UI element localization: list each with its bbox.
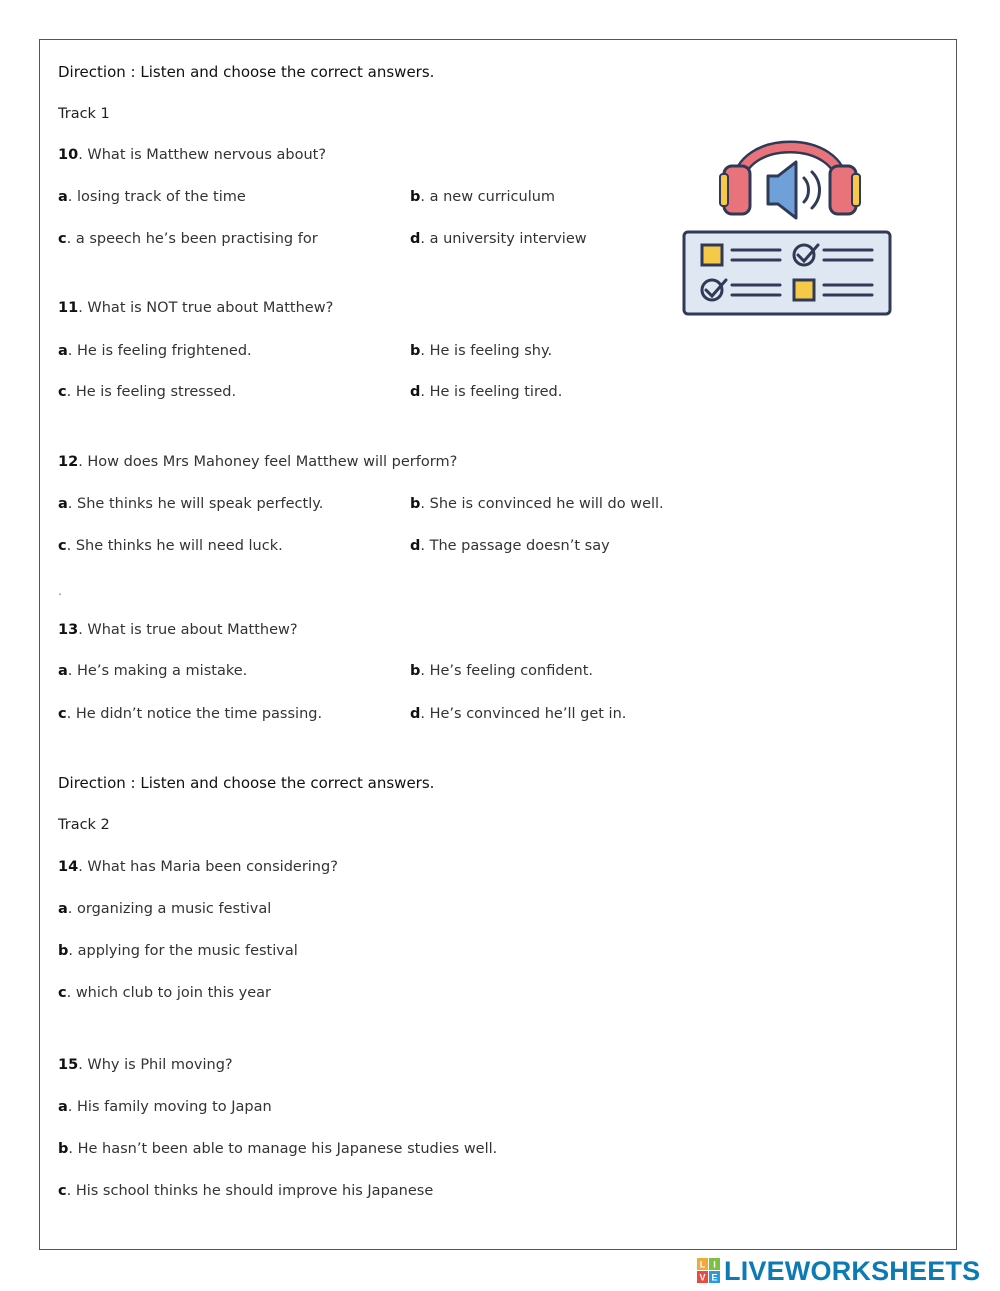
option-letter: a [58,189,68,205]
option-13d[interactable] [410,704,626,724]
option-letter: b [410,663,421,679]
option-text: . He’s feeling confident. [420,663,593,679]
option-letter: d [410,706,421,722]
question-number: 12 [58,454,79,470]
option-letter: c [58,538,67,554]
direction-heading-1: Direction : Listen and choose the correct answers. [58,63,435,81]
direction-heading-2: Direction : Listen and choose the correct answers. [58,774,435,792]
brand-name: LIVEWORKSHEETS [724,1255,981,1286]
option-letter: c [58,1183,67,1199]
option-15a[interactable] [58,1097,272,1117]
question-12 [58,452,457,472]
option-13a[interactable] [58,661,247,681]
option-letter: d [410,384,421,400]
question-13 [58,620,298,640]
option-letter: b [58,943,69,959]
option-letter: a [58,1099,68,1115]
option-letter: b [410,189,421,205]
badge-letter: I [713,1259,716,1270]
option-text: . He is feeling shy. [420,343,553,359]
stray-dot: . [58,584,62,598]
question-text: . What has Maria been considering? [78,859,338,875]
option-10b[interactable] [410,187,555,207]
track-label-1: Track 1 [58,106,110,122]
badge-letter: E [711,1272,718,1283]
option-14b[interactable] [58,941,298,961]
option-text: . The passage doesn’t say [420,538,610,554]
question-text: . Why is Phil moving? [78,1057,233,1073]
question-number: 10 [58,147,79,163]
option-text: . His school thinks he should improve his Japanese [66,1183,434,1199]
option-15c[interactable] [58,1181,433,1201]
question-number: 11 [58,300,79,316]
question-text: . What is NOT true about Matthew? [78,300,334,316]
option-text: . which club to join this year [66,985,271,1001]
badge-letter: L [699,1259,706,1270]
option-letter: d [410,231,421,247]
option-text: . He’s convinced he’ll get in. [420,706,627,722]
option-letter: a [58,663,68,679]
option-text: . losing track of the time [67,189,246,205]
option-text: . a university interview [420,231,587,247]
option-text: . She is convinced he will do well. [420,496,664,512]
option-text: . He’s making a mistake. [67,663,248,679]
option-text: . He is feeling tired. [420,384,563,400]
question-text: . How does Mrs Mahoney feel Matthew will perform? [78,454,458,470]
option-letter: a [58,496,68,512]
option-14c[interactable] [58,983,271,1003]
option-12b[interactable] [410,494,664,514]
option-13c[interactable] [58,704,322,724]
option-text: . She thinks he will need luck. [66,538,283,554]
checklist-card-icon [684,232,890,314]
option-text: . She thinks he will speak perfectly. [67,496,324,512]
option-10a[interactable] [58,187,246,207]
option-letter: a [58,343,68,359]
question-14 [58,857,338,877]
question-11 [58,298,333,318]
option-text: . He didn’t notice the time passing. [66,706,323,722]
option-text: . applying for the music festival [68,943,298,959]
badge-letter: V [699,1272,706,1283]
question-number: 15 [58,1057,79,1073]
option-14a[interactable] [58,899,271,919]
option-text: . a new curriculum [420,189,556,205]
option-letter: c [58,706,67,722]
listening-quiz-illustration [680,104,894,318]
question-number: 13 [58,622,79,638]
option-text: . He hasn’t been able to manage his Japanese studies well. [68,1141,498,1157]
track-label-2: Track 2 [58,817,110,833]
question-text: . What is Matthew nervous about? [78,147,327,163]
option-letter: b [58,1141,69,1157]
liveworksheets-logo[interactable] [697,1256,980,1286]
option-letter: c [58,384,67,400]
option-letter: c [58,231,67,247]
option-12d[interactable] [410,536,610,556]
option-12a[interactable] [58,494,323,514]
question-10 [58,145,326,165]
option-text: . a speech he’s been practising for [66,231,318,247]
option-10d[interactable] [410,229,587,249]
option-letter: b [410,496,421,512]
option-11b[interactable] [410,341,552,361]
option-11a[interactable] [58,341,252,361]
liveworksheets-badge-icon [697,1258,721,1284]
option-letter: c [58,985,67,1001]
option-15b[interactable] [58,1139,497,1159]
option-text: . organizing a music festival [67,901,272,917]
question-number: 14 [58,859,79,875]
option-12c[interactable] [58,536,283,556]
option-text: . His family moving to Japan [67,1099,272,1115]
option-letter: b [410,343,421,359]
option-letter: a [58,901,68,917]
option-text: . He is feeling frightened. [67,343,252,359]
question-15 [58,1055,233,1075]
question-text: . What is true about Matthew? [78,622,298,638]
option-10c[interactable] [58,229,318,249]
option-11d[interactable] [410,382,562,402]
option-letter: d [410,538,421,554]
option-text: . He is feeling stressed. [66,384,237,400]
option-11c[interactable] [58,382,236,402]
speaker-icon [768,162,820,218]
option-13b[interactable] [410,661,593,681]
